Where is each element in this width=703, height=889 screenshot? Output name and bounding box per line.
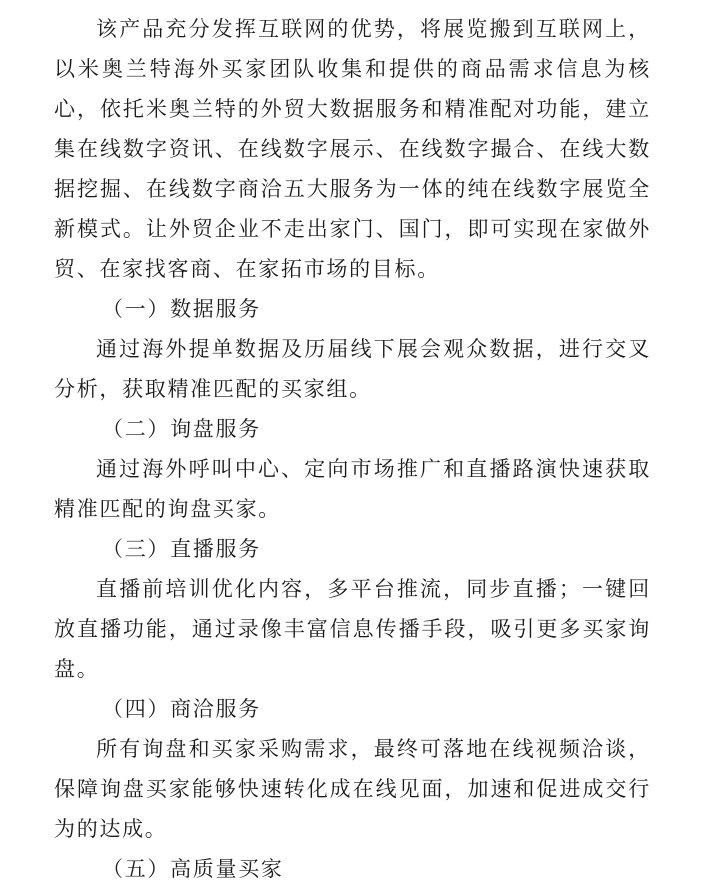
section-body-live-service: 直播前培训优化内容，多平台推流，同步直播；一键回放直播功能，通过录像丰富信息传播手段，吸引更多买家询盘。 <box>54 577 651 681</box>
section-heading-live-service: （三）直播服务 <box>102 537 261 561</box>
section-body-inquiry-service: 通过海外呼叫中心、定向市场推广和直播路演快速获取精准匹配的询盘买家。 <box>54 457 651 521</box>
section-heading-negotiation-service: （四）商洽服务 <box>102 697 261 721</box>
intro-paragraph: 该产品充分发挥互联网的优势，将展览搬到互联网上，以米奥兰特海外买家团队收集和提供的商品需求信息为核心，依托米奥兰特的外贸大数据服务和精准配对功能，建立集在线数字资讯、在线数字展示、在线数字撮合、在线大数据挖掘、在线数字商洽五大服务为一体的纯在线数字展览全新模式。让外贸企业不走出家门、国门，即可实现在家做外贸、在家找客商、在家拓市场的目标。 <box>54 17 651 281</box>
section-heading-data-service: （一）数据服务 <box>102 297 261 321</box>
section-heading-quality-buyers: （五）高质量买家 <box>102 857 284 881</box>
section-body-data-service: 通过海外提单数据及历届线下展会观众数据，进行交叉分析，获取精准匹配的买家组。 <box>54 337 651 401</box>
section-heading-inquiry-service: （二）询盘服务 <box>102 417 261 441</box>
section-body-negotiation-service: 所有询盘和买家采购需求，最终可落地在线视频洽谈，保障询盘买家能够快速转化成在线见面，加速和促进成交行为的达成。 <box>54 737 651 841</box>
